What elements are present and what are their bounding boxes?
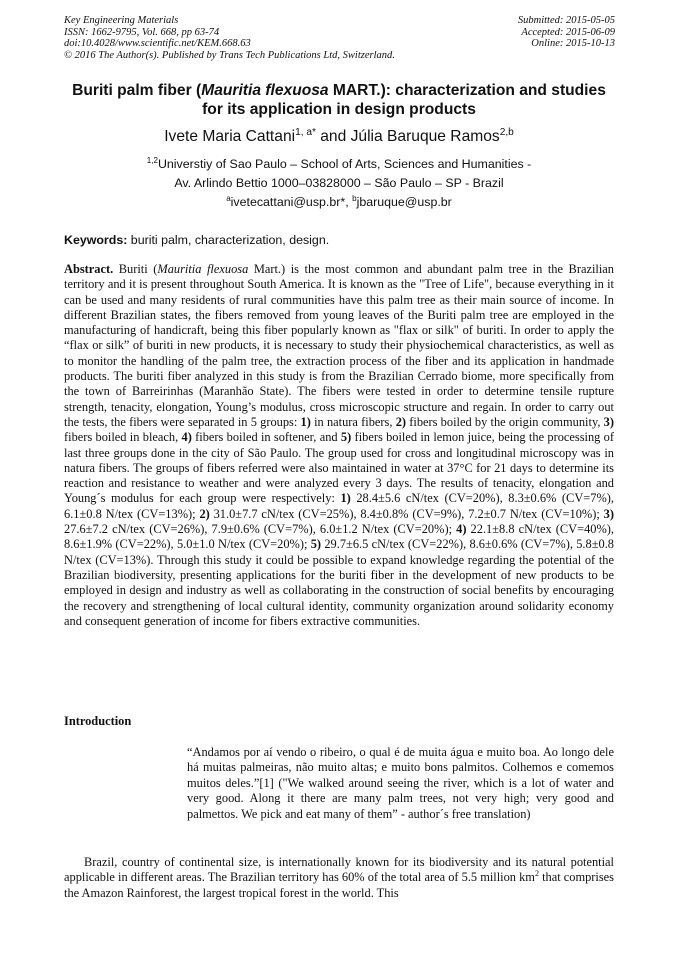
affiliation-line-2: Av. Arlindo Bettio 1000–03828000 – São Paulo – SP - Brazil — [174, 176, 504, 190]
journal-issn: ISSN: 1662-9795, Vol. 668, pp 63-74 — [64, 26, 220, 38]
email-link-a[interactable]: ivetecattani@usp.br*, — [230, 195, 353, 209]
affiliation-line-1: $^{1,2}$Universtiy of Sao Paulo – School of Arts, Sciences and Humanities - — [146, 155, 532, 171]
section-heading-introduction: Introduction — [64, 714, 132, 728]
publication-dates — [518, 15, 615, 50]
abstract: Abstract. Buriti (Mauritia flexuosa Mart.) is the most common and abundant palm tree in the Brazilian territory and it is present throughout South America. It is known as the "Tree of Life", because everything in it can be used and many residents of rural communities have this palm tree as their main source of income. In different Brazilian states, the fibers removed from young leaves of the Buriti palm tree are employed in the manufacturing of handicraft, being this fiber popularly known as "flax or silk" of buriti. In order to apply the “flax or silk” of buriti in new products, it is necessary to study their physiochemical characteristics, as well as to monitor the handling of the palm tree, the extraction process of the fiber and its application in handmade products. The buriti fiber analyzed in this study is from the Brazilian Cerrado biome, more specifically from the town of Barreirinhas (Maranhão State). The fibers were tested in order to determine tensile rupture strength, tenacity, elongation, Young’s modulus, cross microscopic structure and regain. In order to carry out the tests, the fibers were separated in 5 groups: 1) in natura fibers, 2) fibers boiled by the origin community, 3) fibers boiled in bleach, 4) fibers boiled in softener, and 5) fibers boiled in lemon juice, being the processing of last three groups done in the city of São Paulo. The group used for cross and longitudinal microscopy was in natura fibers. The groups of fibers referred were also maintained in water at 37°C for 21 days to determine its reaction and resistance to weather and were analyzed every 3 days. The results of tenacity, elongation and Young´s modulus for each group were respectively: 1) 28.4±5.6 cN/tex (CV=20%), 8.3±0.6% (CV=7%), 6.1±0.8 N/tex (CV=13%); 2) 31.0±7.7 cN/tex (CV=25%), 8.4±0.8% (CV=9%), 7.2±0.7 N/tex (CV=10%); 3) 27.6±7.2 cN/tex (CV=26%), 7.9±0.6% (CV=7%), 6.0±1.2 N/tex (CV=20%); 4) 22.1±8.8 cN/tex (CV=40%), 8.6±1.9% (CV=22%), 5.0±1.0 N/tex (CV=20%); 5) 29.7±6.5 cN/tex (CV=22%), 8.6±0.6% (CV=7%), 5.8±0.8 N/tex (CV=13%). Through this study it could be possible to expand knowledge regarding the potential of the Brazilian biodiversity, presenting applications for the buriti fiber in the development of new products to be employed in design and industry as well as collaborating in the construction of social benefits by encouraging the recovery and strengthening of local cultural identity, community organization around solidarity economy and consequent generation of income for fibers extractive communities. — [64, 262, 615, 628]
author-emails: $^a$ivetecattani@usp.br*, $^b$jbaruque@usp.br — [226, 193, 452, 209]
body-paragraph: Brazil, country of continental size, is internationally known for its biodiversity and its natural potential applicable in different areas. The Brazilian territory has 60% of the total area of 5.5 million $km^2$ that comprises the Amazon Rainforest, the largest tropical forest in the world. This — [64, 855, 615, 900]
author-2: Júlia Baruque Ramos — [350, 128, 500, 145]
keywords-text: buriti palm, characterization, design. — [127, 233, 330, 247]
title-line-2: for its application in design products — [202, 101, 476, 118]
abstract-label: Abstract. — [64, 262, 114, 276]
title-species: Mauritia flexuosa — [201, 82, 329, 99]
affiliation — [64, 155, 614, 212]
keywords — [64, 233, 329, 248]
journal-header — [64, 15, 395, 61]
accepted-date: Accepted: 2015-06-09 — [521, 26, 615, 38]
submitted-date: Submitted: 2015-05-05 — [517, 15, 615, 26]
online-date: Online: 2015-10-13 — [531, 38, 615, 50]
email-link-b[interactable]: jbaruque@usp.br — [356, 195, 452, 209]
keywords-label: Keywords: — [64, 233, 128, 247]
epigraph-quote: “Andamos por aí vendo o ribeiro, o qual é de muita água e muito boa. Ao longo dele há muitas palmeiras, não muito altas; e muito bons palmitos. Colhemos e comemos muitos deles.”[1] ("We walked around seeing the river, which is a lot of water and very good. Along it there are many palm trees, not very high; very good and palmettos. We pick and eat many of them” - author´s free translation) — [187, 745, 614, 821]
journal-doi: doi:10.4028/www.scientific.net/KEM.668.63 — [64, 38, 251, 50]
journal-copyright: © 2016 The Author(s). Published by Trans Tech Publications Ltd, Switzerland. — [64, 49, 395, 61]
paper-title: Buriti palm fiber (Mauritia flexuosa MART.): characterization and studies for its application in design products — [72, 82, 606, 118]
author-1: Ivete Maria Cattani — [164, 128, 296, 145]
author-list: Ivete Maria Cattani$^{1, a*}$ and Júlia Baruque Ramos$^{2,b}$ — [164, 126, 514, 145]
journal-name: Key Engineering Materials — [64, 15, 179, 26]
